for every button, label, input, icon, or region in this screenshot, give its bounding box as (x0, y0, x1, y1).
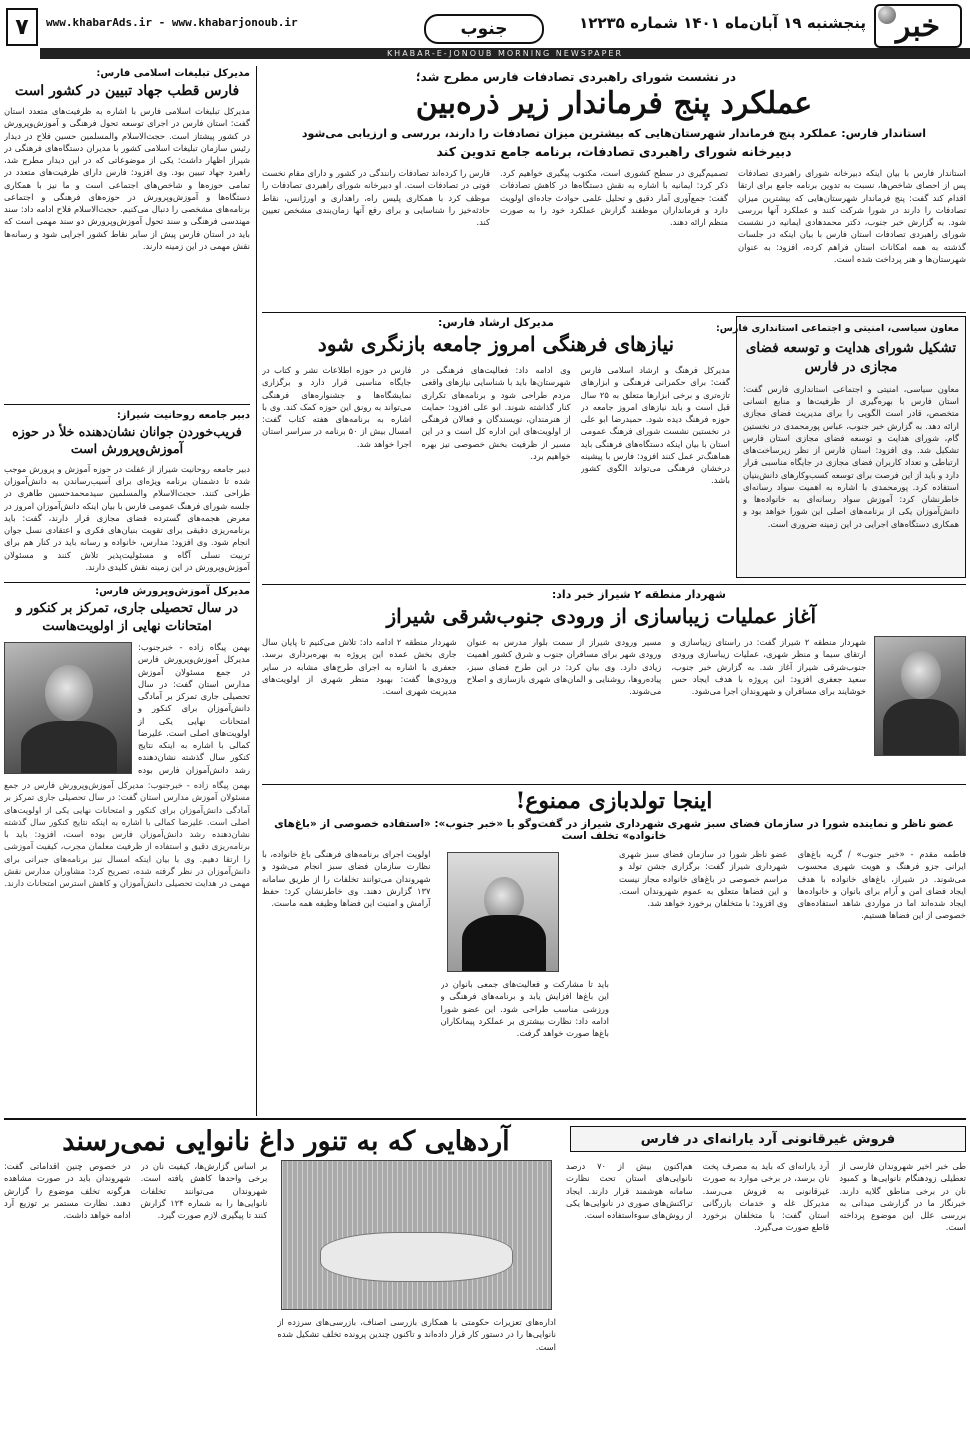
article-headline: در سال تحصیلی جاری، تمرکز بر کنکور و امتحانات نهایی از اولویت‌هاست (15, 601, 239, 634)
page-number: ۷ (6, 8, 38, 46)
portrait-hijab (462, 915, 546, 972)
lead-body-col: تصمیم‌گیری در سطح کشوری است، مکتوب پیگیری خواهیم کرد. ذکر کرد: ایمانیه با اشاره به نقش دستگاه‌ها در کاهش تصادفات گفت: جمع‌آوری آمار دقیق و تحلیل علمی حوادث جاده‌ای اولویت دارد و فرمانداران موظفند گزارش عملکرد خود را به صورت منظم ارائه دهند. (500, 168, 728, 228)
article-body: دبیر جامعه روحانیت شیراز از غفلت در حوزه آموزش و پرورش موجب شده تا دشمنان برنامه ویژه‌ای برای آسیب‌رساندن به دانش‌آموزان طراحی کنند. حجت‌الاسلام والمسلمین سید‌محمدحسین طاهری در جلسه شورای فرهنگ عمومی فارس با بیان اینکه دانش‌آموزان امروز در معرض هجمه‌های گسترده فضای مجازی قرار دارند، گفت: باید برنامه‌ریزی دقیقی برای تقویت بنیان‌های فکری و اعتقادی نسل جوان انجام شود. وی افزود: مدارس، خانواده و رسانه باید در کنار هم برای تربیت نسلی آگاه و مسئولیت‌پذیر تلاش کنند و مسئولان آموزش‌وپرورش در این زمینه نقش کلیدی دارند. (4, 463, 250, 572)
issue-date-line: پنجشنبه ۱۹ آبان‌ماه ۱۴۰۱ شماره ۱۲۲۳۵ (579, 14, 866, 32)
divider (262, 584, 966, 585)
portrait-photo (4, 642, 132, 774)
article-kicker: مدیرکل تبلیغات اسلامی فارس: (96, 68, 250, 79)
shiraz-body-col: شهردار منطقه ۲ شیراز گفت: در راستای زیباسازی و ارتقای سیما و منظر شهری، عملیات زیباسازی ورودی جنوب‌شرقی شیراز آغاز شد. به گزارش خبر جنوب، سعید جعفری افزود: این پروژه با هدف ایجاد حس خوشایند برای مسافران و شهروندان اجرا می‌شود. (671, 637, 866, 697)
portrait-body (883, 699, 959, 756)
section-label: جنوب (424, 14, 544, 44)
bread-body-col: هم‌اکنون بیش از ۷۰ درصد نانوایی‌های استان تحت نظارت سامانه هوشمند قرار دارند. ایجاد تراکنش‌های صوری در نانوایی‌ها یکی از روش‌های سوءاستفاده است. (565, 1161, 693, 1221)
lead-columns (262, 167, 966, 293)
masthead (0, 0, 970, 58)
lead-kicker: در نشست شورای راهبردی تصادفات فارس مطرح شد؛ (415, 70, 736, 84)
article-kicker: دبیر جامعه روحانیت شیراز: (116, 410, 250, 421)
bread-columns (4, 1160, 966, 1428)
divider (262, 784, 966, 785)
article-kicker: معاون سیاسی، امنیتی و اجتماعی استانداری فارس: (715, 323, 959, 334)
bread-side-label: فروش غیرقانونی آرد یارانه‌ای در فارس (570, 1126, 966, 1152)
bread-headline: آردهایی که به تنور داغ نانوایی نمی‌رسند (62, 1126, 510, 1157)
article-ruhaniyat (4, 410, 250, 580)
article-body: مدیرکل تبلیغات اسلامی فارس با اشاره به ظرفیت‌های متعدد استان گفت: استان فارس در اجرای توسعه تحول فرهنگی و آموزش‌وپرورش در کشور پیشتاز است. حجت‌الاسلام والمسلمین حسین فلاح در دیدار رئیس سازمان تبلیغات اسلامی کشور با مدیران دستگاه‌های فرهنگی در شیراز اظهار داشت: یکی از موضوعاتی که در این دیدار مطرح شد، راهبرد جهاد تبیین بود. وی افزود: فارس دارای ظرفیت‌های متعدد در تمامی حوزه‌ها و شاخص‌های اجتماعی است و ما نیز با همکاری دستگاه‌ها و آموزش‌وپرورش در حوزه‌های فرهنگی و اجتماعی برنامه‌های مشخصی را دنبال می‌کنیم. حجت‌الاسلام فلاح ادامه داد: سند مهندسی فرهنگی و سند تحول آموزش‌وپرورش دو سند مهمی است که باید در استان فارس پیش از سایر نقاط کشور اجرایی شود و رسانه‌ها نقش مهمی در این زمینه دارند. (4, 106, 250, 251)
bread-body-col: طی خبر اخیر شهروندان فارسی از تعطیلی زودهنگام نانوایی‌ها و کمبود نان در برخی مناطق گلایه دارند. خبرنگار ما در گزارشی میدانی به بررسی علل این موضوع پرداخته است. (839, 1161, 966, 1233)
portrait-photo (874, 636, 966, 756)
culture-columns (262, 364, 730, 582)
culture-body-col: وی ادامه داد: فعالیت‌های فرهنگی در شهرستان‌ها باید با شناسایی نیازهای واقعی مردم طراحی شود و برنامه‌های تکراری کنار گذاشته شوند. ابو علی افزود: حمایت از هنرمندان، نویسندگان و فعالان فرهنگی از اولویت‌های این اداره کل است و در این مسیر از ظرفیت بخش خصوصی نیز بهره خواهیم برد. (421, 365, 571, 461)
bread-body-col: بر اساس گزارش‌ها، کیفیت نان در برخی واحدها کاهش یافته است. شهروندان می‌توانند تخلفات نانوایی‌ها را به شماره ۱۲۴ گزارش کنند تا پیگیری لازم صورت گیرد. (140, 1161, 268, 1221)
shiraz-columns (262, 636, 866, 776)
lead-body-col: فارس را کرده‌اند تصادفات رانندگی در کشور و دارای مقام نخست فوتی در تصادفات است. او دبیرخانه شورای راهبردی تصادفات را موظف کرد با همکاری پلیس راه، راهداری و اورژانس، نقاط حادثه‌خیز را شناسایی و برای رفع آنها زمان‌بندی مشخص تعیین کند. (262, 168, 490, 228)
birthday-body-col: باید تا مشارکت و فعالیت‌های جمعی بانوان در این باغ‌ها افزایش یابد و برنامه‌های فرهنگی و ورزشی مناسب طراحی شود. این عضو شورا ادامه داد: نظارت بیشتری بر عملکرد پیمانکاران باغ‌ها صورت خواهد گرفت. (440, 979, 609, 1039)
article-kicker: مدیرکل آموزش‌وپرورش فارس: (95, 586, 250, 597)
flatbread-shape (320, 1232, 513, 1282)
divider (4, 582, 250, 583)
article-education (4, 586, 250, 1114)
birthday-body-col: اولویت اجرای برنامه‌های فرهنگی باغ خانواده، با نظارت سازمان فضای سبز انجام می‌شود و شهروندان می‌توانند تخلفات را از طریق سامانه ۱۳۷ گزارش دهند. وی خاطرنشان کرد: حفظ آرامش و امنیت این فضاها وظیفه همه ماست. (262, 849, 431, 909)
divider (262, 312, 966, 313)
shiraz-body-col: مسیر ورودی شیراز از سمت بلوار مدرس به عنوان ورودی شهر برای مسافران جنوب و شرق کشور اهمیت زیادی دارد. وی بیان کرد: در این طرح فضای سبز، پیاده‌روها، روشنایی و المان‌های شهری بازسازی و اصلاح می‌شوند. (466, 637, 662, 697)
website-urls[interactable]: www.khabarAds.ir - www.khabarjonoub.ir (46, 16, 298, 29)
bread-body-col: آرد یارانه‌ای که باید به مصرف پخت نان برسد، در برخی موارد به صورت غیرقانونی به فروش می‌رسد. مدیرکل غله و خدمات بازرگانی استان گفت: با متخلفان برخورد قاطع صورت می‌گیرد. (702, 1161, 830, 1233)
lead-article (262, 70, 966, 316)
article-tabligh (4, 68, 250, 398)
bread-photo (281, 1160, 552, 1310)
shiraz-body-col: شهردار منطقه ۲ ادامه داد: تلاش می‌کنیم تا پایان سال جاری بخش عمده این پروژه به بهره‌برداری برسد. جعفری با اشاره به اجرای طرح‌های مشابه در سایر ورودی‌ها گفت: بهبود منظر شهری از اولویت‌های مدیریت شهری است. (261, 637, 457, 697)
article-headline: تشکیل شورای هدایت و توسعه فضای مجازی در فارس (745, 340, 957, 375)
portrait-body (21, 721, 117, 774)
lead-body-col: استاندار فارس با بیان اینکه دبیرخانه شورای راهبردی تصادفات پس از احصای شاخص‌ها، نسبت به تدوین برنامه جامع برای ارتقا اقدام کند گفت: پنج فرماندار شهرستان‌هایی که بیشترین میزان تصادفات را دارند در شورا شرکت کنند و عملکرد آنها بررسی شود. به گزارش خبر جنوب، دکتر محمدهادی ایمانیه در نشست شورای راهبردی تصادفات استان فارس با بیان اینکه در جلسات گذشته به همه امکانات استان فراهم کرده، افزود: به عنوان شهرستان‌ها و هنر پرداخت شده است. (738, 168, 966, 264)
divider (4, 1118, 966, 1120)
article-headline: فارس قطب جهاد تبیین در کشور است (14, 83, 240, 99)
birthday-photo-col (441, 848, 610, 1124)
culture-article (262, 316, 730, 578)
shiraz-article (262, 588, 966, 782)
security-article (715, 316, 966, 578)
portrait-face (45, 665, 93, 721)
bread-body-col: اداره‌های تعزیرات حکومتی با همکاری بازرسی اصناف، بازرسی‌های سرزده از نانوایی‌ها را در دستور کار قرار داده‌اند و تاکنون چندین پرونده تخلف تشکیل شده است. (277, 1317, 556, 1352)
article-headline: فریب‌خوردن جوانان نشان‌دهنده خلأ در حوزه آموزش‌وپرورش است (12, 424, 242, 456)
divider (4, 404, 250, 405)
bread-body-col: در خصوص چنین اقداماتی گفت: شهروندان باید در صورت مشاهده هرگونه تخلف موضوع را گزارش دهند. نظارت مستمر بر توزیع آرد ادامه خواهد داشت. (3, 1161, 131, 1221)
portrait-face (901, 651, 941, 699)
article-body-continued: بهمن پیگاه زاده - خبرجنوب: مدیرکل آموزش‌وپرورش فارس در جمع مسئولان آموزش مدارس استان گفت: در سال تحصیلی جاری تمرکز بر آمادگی دانش‌آموزان برای کنکور و امتحانات نهایی یکی از اولویت‌های اصلی است. علیرضا کمالی با اشاره به اینکه نتایج کنکور سال گذشته نشان‌دهنده رشد دانش‌آموزان فارس بوده است، افزود: باید با برنامه‌ریزی دقیق و استفاده از ظرفیت معلمان مجرب، کیفیت آموزشی را ارتقا دهیم. وی با بیان اینکه امسال نیز برنامه‌های جبرانی برای دانش‌آموزان در نظر گرفته شده، تصریح کرد: مشاوران مدارس نقش مهمی در هدایت تحصیلی دانش‌آموزان و کاهش استرس امتحانات دارند. (4, 780, 250, 889)
bread-photo-col (277, 1160, 556, 1428)
birthday-body-col: عضو ناظر شورا در سازمان فضای سبز شهری شهرداری شیراز گفت: برگزاری جشن تولد و مراسم خصوصی در باغ‌های خانواده مجاز نیست و این فضاها متعلق به عموم شهروندان است. وی افزود: با متخلفان برخورد خواهد شد. (619, 849, 788, 909)
article-kicker: شهردار منطقه ۲ شیراز خبر داد: (551, 588, 726, 601)
lead-subdeck: دبیرخانه شورای راهبردی تصادفات، برنامه جامع تدوین کند (436, 144, 792, 159)
lead-deck: استاندار فارس: عملکرد پنج فرماندار شهرستان‌هایی که بیشترین میزان تصادفات را دارند، بررسی و ارزیابی می‌شود (301, 127, 927, 140)
culture-body-col: فارس در حوزه اطلاعات نشر و کتاب در جایگاه مناسبی قرار دارد و برگزاری نمایشگاه‌ها و جشنواره‌های فرهنگی می‌تواند به رونق این حوزه کمک کند. وی با اشاره به برنامه‌های هفته کتاب گفت: امسال بیش از ۵۰ برنامه در سراسر استان اجرا خواهد شد. (262, 365, 412, 449)
article-deck: عضو ناظر و نماینده شورا در سازمان فضای سبز شهری شهرداری شیراز در گفت‌وگو با «خبر جنوب»: «استفاده خصوصی از «باغ‌های خانواده» تخلف است (274, 818, 954, 842)
newspaper-strip: KHABAR-E-JONOUB MORNING NEWSPAPER (40, 48, 970, 59)
culture-body-col: مدیرکل فرهنگ و ارشاد اسلامی فارس گفت: برای حکمرانی فرهنگی و ابزارهای تازه‌تری و برخی ابزارها متعلق به ۲۵ سال قبل است و باید نیازهای امروز جامعه در حوزه فرهنگ دیده شود. حمیدرضا ابو علی در نخستین نشست شورای فرهنگ عمومی استان با بیان اینکه دستگاه‌های فرهنگی باید هماهنگ‌تر عمل کنند افزود: فارس با پیشینه درخشان فرهنگی می‌تواند الگوی کشور باشد. (580, 365, 730, 486)
birthday-body-col: فاطمه مقدم - «خبر جنوب» / گریه باغ‌های ایرانی جزو فرهنگ و هویت شهری محسوب می‌شوند. در شیراز، باغ‌های خانواده با هدف ایجاد فضای امن و آرام برای بانوان و خانواده‌ها ایجاد شده‌اند اما در مواردی شاهد استفاده‌های خصوصی از این فضاها هستیم. (797, 849, 966, 921)
column-divider (256, 66, 257, 1116)
newspaper-logo (874, 4, 962, 48)
article-body: معاون سیاسی، امنیتی و اجتماعی استانداری فارس گفت: استان فارس با بهره‌گیری از ظرفیت‌ها و منابع انسانی متخصص، قادر است الگویی را برای مدیریت فضای مجازی ارائه دهد. به گزارش خبر جنوب، عباس پورمحمدی در نخستین گام، شورای هدایت و توسعه فضای مجازی استان فارس تشکیل شد. وی افزود: استان فارس از نظر زیرساخت‌های ارتباطی و تعداد کاربران فضای مجازی در جایگاه مناسبی قرار دارد و باید از این فرصت برای توسعه کسب‌وکارهای دانش‌بنیان استفاده کرد. پورمحمدی با اشاره به اهمیت سواد رسانه‌ای خاطرنشان کرد: آموزش سواد رسانه‌ای به خانواده‌ها و دانش‌آموزان یکی از برنامه‌های اصلی این شورا خواهد بود و همکاری دستگاه‌های اجرایی در این زمینه ضروری است. (743, 383, 959, 529)
article-headline: آغاز عملیات زیباسازی از ورودی جنوب‌شرقی شیراز (386, 604, 816, 628)
logo-text: خبر (895, 8, 941, 44)
article-headline: اینجا تولدبازی ممنوع! (515, 788, 713, 814)
globe-icon (878, 6, 896, 24)
article-body: بهمن پیگاه زاده - خبرجنوب: مدیرکل آموزش‌وپرورش فارس در جمع مسئولان آموزش مدارس استان گفت: در سال تحصیلی جاری تمرکز بر آمادگی دانش‌آموزان برای کنکور و امتحانات نهایی یکی از اولویت‌های اصلی است. علیرضا کمالی با اشاره به اینکه نتایج کنکور سال گذشته نشان‌دهنده رشد دانش‌آموزان فارس بوده (138, 642, 250, 775)
lead-headline: عملکرد پنج فرماندار زیر ذره‌بین (415, 86, 813, 121)
article-kicker: مدیرکل ارشاد فارس: (438, 316, 554, 329)
birthday-article (262, 788, 966, 1116)
portrait-photo (447, 852, 559, 972)
article-headline: نیازهای فرهنگی امروز جامعه بازنگری شود (317, 332, 675, 356)
birthday-columns (262, 848, 966, 1124)
